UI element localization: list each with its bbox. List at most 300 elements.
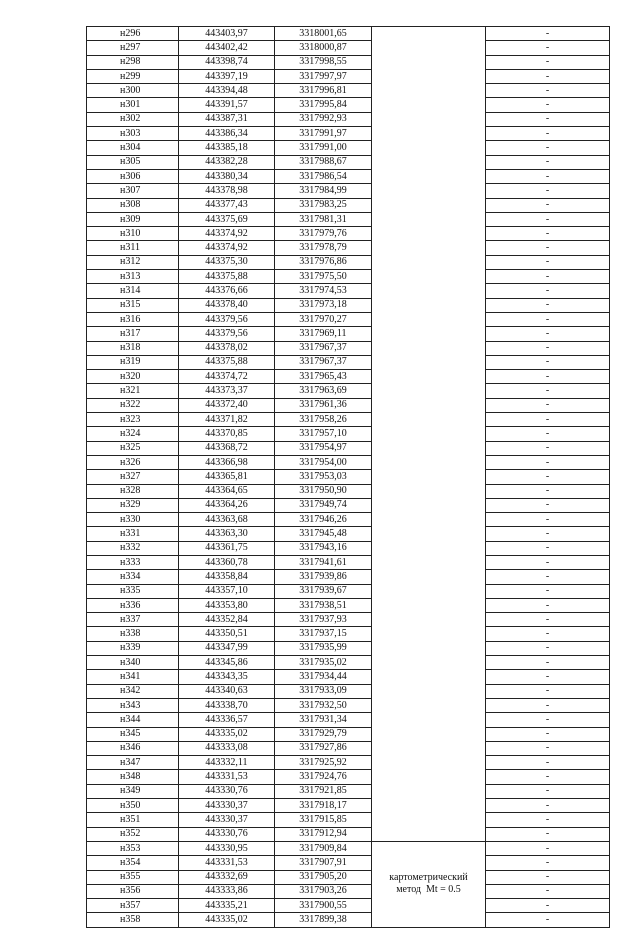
- table-row: [87, 184, 610, 198]
- y-coordinate-cell: 3317921,85: [275, 784, 372, 798]
- dash-cell: -: [486, 527, 610, 541]
- point-name-cell: н357: [87, 899, 179, 913]
- table-row: [87, 613, 610, 627]
- point-name-cell: н320: [87, 370, 179, 384]
- x-coordinate-cell: 443398,74: [179, 55, 275, 69]
- dash-cell: -: [486, 584, 610, 598]
- dash-cell: -: [486, 899, 610, 913]
- dash-cell: -: [486, 513, 610, 527]
- dash-cell: -: [486, 184, 610, 198]
- y-coordinate-cell: 3317927,86: [275, 741, 372, 755]
- y-coordinate-cell: 3317983,25: [275, 198, 372, 212]
- y-coordinate-cell: 3317912,94: [275, 827, 372, 841]
- y-coordinate-cell: 3317949,74: [275, 498, 372, 512]
- x-coordinate-cell: 443332,11: [179, 756, 275, 770]
- table-row: [87, 656, 610, 670]
- dash-cell: -: [486, 284, 610, 298]
- point-name-cell: н347: [87, 756, 179, 770]
- table-row: [87, 155, 610, 169]
- coordinates-table: [86, 26, 610, 928]
- point-name-cell: н352: [87, 827, 179, 841]
- point-name-cell: н346: [87, 741, 179, 755]
- table-row: [87, 427, 610, 441]
- point-name-cell: н348: [87, 770, 179, 784]
- dash-cell: -: [486, 212, 610, 226]
- x-coordinate-cell: 443374,92: [179, 241, 275, 255]
- point-name-cell: н341: [87, 670, 179, 684]
- table-row: [87, 355, 610, 369]
- y-coordinate-cell: 3317979,76: [275, 227, 372, 241]
- table-row: [87, 27, 610, 41]
- x-coordinate-cell: 443345,86: [179, 656, 275, 670]
- point-name-cell: н324: [87, 427, 179, 441]
- table-row: [87, 756, 610, 770]
- x-coordinate-cell: 443403,97: [179, 27, 275, 41]
- x-coordinate-cell: 443391,57: [179, 98, 275, 112]
- point-name-cell: н316: [87, 312, 179, 326]
- x-coordinate-cell: 443340,63: [179, 684, 275, 698]
- point-name-cell: н299: [87, 69, 179, 83]
- y-coordinate-cell: 3317954,97: [275, 441, 372, 455]
- y-coordinate-cell: 3317961,36: [275, 398, 372, 412]
- x-coordinate-cell: 443330,95: [179, 841, 275, 855]
- point-name-cell: н358: [87, 913, 179, 927]
- method-cell: [372, 841, 486, 927]
- table-row: [87, 827, 610, 841]
- x-coordinate-cell: 443331,53: [179, 856, 275, 870]
- table-row: [87, 541, 610, 555]
- dash-cell: -: [486, 684, 610, 698]
- point-name-cell: н355: [87, 870, 179, 884]
- point-name-cell: н323: [87, 413, 179, 427]
- y-coordinate-cell: 3317935,99: [275, 641, 372, 655]
- table-row: [87, 227, 610, 241]
- table-row: [87, 284, 610, 298]
- y-coordinate-cell: 3317941,61: [275, 555, 372, 569]
- table-row: [87, 698, 610, 712]
- point-name-cell: н356: [87, 884, 179, 898]
- dash-cell: -: [486, 498, 610, 512]
- point-name-cell: н329: [87, 498, 179, 512]
- dash-cell: -: [486, 255, 610, 269]
- x-coordinate-cell: 443335,02: [179, 913, 275, 927]
- dash-cell: -: [486, 627, 610, 641]
- x-coordinate-cell: 443364,65: [179, 484, 275, 498]
- dash-cell: -: [486, 384, 610, 398]
- x-coordinate-cell: 443379,56: [179, 327, 275, 341]
- point-name-cell: н298: [87, 55, 179, 69]
- dash-cell: -: [486, 84, 610, 98]
- dash-cell: -: [486, 713, 610, 727]
- dash-cell: -: [486, 455, 610, 469]
- point-name-cell: н315: [87, 298, 179, 312]
- x-coordinate-cell: 443335,02: [179, 727, 275, 741]
- y-coordinate-cell: 3317931,34: [275, 713, 372, 727]
- x-coordinate-cell: 443336,57: [179, 713, 275, 727]
- point-name-cell: н334: [87, 570, 179, 584]
- point-name-cell: н327: [87, 470, 179, 484]
- table-row: [87, 127, 610, 141]
- dash-cell: -: [486, 227, 610, 241]
- table-row: [87, 713, 610, 727]
- x-coordinate-cell: 443385,18: [179, 141, 275, 155]
- point-name-cell: н309: [87, 212, 179, 226]
- dash-cell: -: [486, 870, 610, 884]
- table-row: [87, 799, 610, 813]
- table-row: [87, 341, 610, 355]
- table-row: [87, 98, 610, 112]
- point-name-cell: н311: [87, 241, 179, 255]
- x-coordinate-cell: 443338,70: [179, 698, 275, 712]
- y-coordinate-cell: 3317909,84: [275, 841, 372, 855]
- point-name-cell: н325: [87, 441, 179, 455]
- point-name-cell: н321: [87, 384, 179, 398]
- y-coordinate-cell: 3317900,55: [275, 899, 372, 913]
- y-coordinate-cell: 3317976,86: [275, 255, 372, 269]
- table-row: [87, 870, 610, 884]
- point-name-cell: н350: [87, 799, 179, 813]
- y-coordinate-cell: 3317939,67: [275, 584, 372, 598]
- point-name-cell: н354: [87, 856, 179, 870]
- dash-cell: -: [486, 799, 610, 813]
- point-name-cell: н300: [87, 84, 179, 98]
- dash-cell: -: [486, 841, 610, 855]
- dash-cell: -: [486, 613, 610, 627]
- x-coordinate-cell: 443353,80: [179, 598, 275, 612]
- x-coordinate-cell: 443335,21: [179, 899, 275, 913]
- y-coordinate-cell: 3317991,97: [275, 127, 372, 141]
- y-coordinate-cell: 3317924,76: [275, 770, 372, 784]
- point-name-cell: н306: [87, 169, 179, 183]
- dash-cell: -: [486, 427, 610, 441]
- table-row: [87, 584, 610, 598]
- dash-cell: -: [486, 370, 610, 384]
- dash-cell: -: [486, 541, 610, 555]
- dash-cell: -: [486, 69, 610, 83]
- dash-cell: -: [486, 55, 610, 69]
- point-name-cell: н338: [87, 627, 179, 641]
- x-coordinate-cell: 443376,66: [179, 284, 275, 298]
- x-coordinate-cell: 443330,37: [179, 799, 275, 813]
- point-name-cell: н304: [87, 141, 179, 155]
- y-coordinate-cell: 3317925,92: [275, 756, 372, 770]
- x-coordinate-cell: 443333,08: [179, 741, 275, 755]
- x-coordinate-cell: 443330,76: [179, 784, 275, 798]
- x-coordinate-cell: 443368,72: [179, 441, 275, 455]
- x-coordinate-cell: 443373,37: [179, 384, 275, 398]
- table-row: [87, 298, 610, 312]
- table-row: [87, 670, 610, 684]
- point-name-cell: н342: [87, 684, 179, 698]
- y-coordinate-cell: 3317932,50: [275, 698, 372, 712]
- point-name-cell: н331: [87, 527, 179, 541]
- dash-cell: -: [486, 127, 610, 141]
- x-coordinate-cell: 443372,40: [179, 398, 275, 412]
- dash-cell: -: [486, 198, 610, 212]
- y-coordinate-cell: 3317934,44: [275, 670, 372, 684]
- y-coordinate-cell: 3317988,67: [275, 155, 372, 169]
- table-row: [87, 84, 610, 98]
- y-coordinate-cell: 3317937,93: [275, 613, 372, 627]
- point-name-cell: н307: [87, 184, 179, 198]
- point-name-cell: н351: [87, 813, 179, 827]
- dash-cell: -: [486, 598, 610, 612]
- point-name-cell: н297: [87, 41, 179, 55]
- y-coordinate-cell: 3317963,69: [275, 384, 372, 398]
- table-row: [87, 384, 610, 398]
- x-coordinate-cell: 443330,37: [179, 813, 275, 827]
- y-coordinate-cell: 3317953,03: [275, 470, 372, 484]
- point-name-cell: н332: [87, 541, 179, 555]
- x-coordinate-cell: 443397,19: [179, 69, 275, 83]
- y-coordinate-cell: 3317903,26: [275, 884, 372, 898]
- x-coordinate-cell: 443386,34: [179, 127, 275, 141]
- point-name-cell: н310: [87, 227, 179, 241]
- x-coordinate-cell: 443374,72: [179, 370, 275, 384]
- y-coordinate-cell: 3317957,10: [275, 427, 372, 441]
- x-coordinate-cell: 443382,28: [179, 155, 275, 169]
- point-name-cell: н296: [87, 27, 179, 41]
- point-name-cell: н314: [87, 284, 179, 298]
- point-name-cell: н335: [87, 584, 179, 598]
- dash-cell: -: [486, 784, 610, 798]
- x-coordinate-cell: 443360,78: [179, 555, 275, 569]
- dash-cell: -: [486, 155, 610, 169]
- table-row: [87, 241, 610, 255]
- dash-cell: -: [486, 670, 610, 684]
- table-row: [87, 627, 610, 641]
- x-coordinate-cell: 443375,69: [179, 212, 275, 226]
- point-name-cell: н345: [87, 727, 179, 741]
- dash-cell: -: [486, 756, 610, 770]
- y-coordinate-cell: 3317974,53: [275, 284, 372, 298]
- y-coordinate-cell: 3317967,37: [275, 341, 372, 355]
- table-row: [87, 899, 610, 913]
- point-name-cell: н343: [87, 698, 179, 712]
- y-coordinate-cell: 3317970,27: [275, 312, 372, 326]
- table-row: [87, 513, 610, 527]
- dash-cell: -: [486, 570, 610, 584]
- y-coordinate-cell: 3317937,15: [275, 627, 372, 641]
- point-name-cell: н303: [87, 127, 179, 141]
- x-coordinate-cell: 443330,76: [179, 827, 275, 841]
- method-line-2: метод Mt = 0.5: [396, 884, 461, 896]
- table-row: [87, 884, 610, 898]
- point-name-cell: н313: [87, 270, 179, 284]
- table-row: [87, 913, 610, 927]
- point-name-cell: н330: [87, 513, 179, 527]
- x-coordinate-cell: 443377,43: [179, 198, 275, 212]
- dash-cell: -: [486, 141, 610, 155]
- point-name-cell: н305: [87, 155, 179, 169]
- dash-cell: -: [486, 355, 610, 369]
- dash-cell: -: [486, 727, 610, 741]
- dash-cell: -: [486, 270, 610, 284]
- x-coordinate-cell: 443364,26: [179, 498, 275, 512]
- x-coordinate-cell: 443347,99: [179, 641, 275, 655]
- x-coordinate-cell: 443332,69: [179, 870, 275, 884]
- y-coordinate-cell: 3317950,90: [275, 484, 372, 498]
- point-name-cell: н308: [87, 198, 179, 212]
- point-name-cell: н353: [87, 841, 179, 855]
- x-coordinate-cell: 443378,98: [179, 184, 275, 198]
- point-name-cell: н326: [87, 455, 179, 469]
- y-coordinate-cell: 3317978,79: [275, 241, 372, 255]
- dash-cell: -: [486, 470, 610, 484]
- method-line-1: картометрический: [389, 872, 468, 884]
- y-coordinate-cell: 3317967,37: [275, 355, 372, 369]
- y-coordinate-cell: 3317954,00: [275, 455, 372, 469]
- y-coordinate-cell: 3317933,09: [275, 684, 372, 698]
- point-name-cell: н340: [87, 656, 179, 670]
- table-row: [87, 55, 610, 69]
- point-name-cell: н318: [87, 341, 179, 355]
- table-row: [87, 684, 610, 698]
- y-coordinate-cell: 3317975,50: [275, 270, 372, 284]
- table-row: [87, 41, 610, 55]
- table-row: [87, 312, 610, 326]
- y-coordinate-cell: 3317958,26: [275, 413, 372, 427]
- table-row: [87, 169, 610, 183]
- table-row: [87, 255, 610, 269]
- method-cell-empty: [372, 27, 486, 842]
- dash-cell: -: [486, 741, 610, 755]
- table-row: [87, 398, 610, 412]
- y-coordinate-cell: 3317938,51: [275, 598, 372, 612]
- table-row: [87, 727, 610, 741]
- dash-cell: -: [486, 656, 610, 670]
- x-coordinate-cell: 443357,10: [179, 584, 275, 598]
- x-coordinate-cell: 443394,48: [179, 84, 275, 98]
- y-coordinate-cell: 3317997,97: [275, 69, 372, 83]
- table-row: [87, 470, 610, 484]
- y-coordinate-cell: 3317984,99: [275, 184, 372, 198]
- table-row: [87, 141, 610, 155]
- x-coordinate-cell: 443363,30: [179, 527, 275, 541]
- dash-cell: -: [486, 555, 610, 569]
- point-name-cell: н337: [87, 613, 179, 627]
- dash-cell: -: [486, 298, 610, 312]
- point-name-cell: н333: [87, 555, 179, 569]
- y-coordinate-cell: 3317899,38: [275, 913, 372, 927]
- y-coordinate-cell: 3317996,81: [275, 84, 372, 98]
- table-row: [87, 370, 610, 384]
- table-row: [87, 527, 610, 541]
- y-coordinate-cell: 3317946,26: [275, 513, 372, 527]
- table-row: [87, 327, 610, 341]
- table-row: [87, 112, 610, 126]
- table-row: [87, 570, 610, 584]
- dash-cell: -: [486, 312, 610, 326]
- table-row: [87, 198, 610, 212]
- table-row: [87, 784, 610, 798]
- y-coordinate-cell: 3317905,20: [275, 870, 372, 884]
- table-row: [87, 770, 610, 784]
- y-coordinate-cell: 3317973,18: [275, 298, 372, 312]
- x-coordinate-cell: 443366,98: [179, 455, 275, 469]
- dash-cell: -: [486, 484, 610, 498]
- x-coordinate-cell: 443352,84: [179, 613, 275, 627]
- y-coordinate-cell: 3317943,16: [275, 541, 372, 555]
- dash-cell: -: [486, 327, 610, 341]
- y-coordinate-cell: 3317929,79: [275, 727, 372, 741]
- y-coordinate-cell: 3317915,85: [275, 813, 372, 827]
- dash-cell: -: [486, 341, 610, 355]
- dash-cell: -: [486, 913, 610, 927]
- y-coordinate-cell: 3317935,02: [275, 656, 372, 670]
- x-coordinate-cell: 443402,42: [179, 41, 275, 55]
- y-coordinate-cell: 3317991,00: [275, 141, 372, 155]
- dash-cell: -: [486, 27, 610, 41]
- dash-cell: -: [486, 112, 610, 126]
- y-coordinate-cell: 3317918,17: [275, 799, 372, 813]
- x-coordinate-cell: 443380,34: [179, 169, 275, 183]
- dash-cell: -: [486, 884, 610, 898]
- point-name-cell: н322: [87, 398, 179, 412]
- point-name-cell: н344: [87, 713, 179, 727]
- table-row: [87, 813, 610, 827]
- point-name-cell: н328: [87, 484, 179, 498]
- dash-cell: -: [486, 413, 610, 427]
- point-name-cell: н301: [87, 98, 179, 112]
- table-row: [87, 555, 610, 569]
- dash-cell: -: [486, 641, 610, 655]
- table-row: [87, 484, 610, 498]
- table-row: [87, 741, 610, 755]
- y-coordinate-cell: 3317969,11: [275, 327, 372, 341]
- table-row: [87, 841, 610, 855]
- table-row: [87, 856, 610, 870]
- table-row: [87, 641, 610, 655]
- y-coordinate-cell: 3317907,91: [275, 856, 372, 870]
- coordinates-table-body: [87, 27, 610, 928]
- dash-cell: -: [486, 770, 610, 784]
- x-coordinate-cell: 443331,53: [179, 770, 275, 784]
- x-coordinate-cell: 443333,86: [179, 884, 275, 898]
- point-name-cell: н336: [87, 598, 179, 612]
- dash-cell: -: [486, 698, 610, 712]
- table-row: [87, 598, 610, 612]
- x-coordinate-cell: 443358,84: [179, 570, 275, 584]
- dash-cell: -: [486, 169, 610, 183]
- point-name-cell: н317: [87, 327, 179, 341]
- dash-cell: -: [486, 856, 610, 870]
- point-name-cell: н312: [87, 255, 179, 269]
- dash-cell: -: [486, 398, 610, 412]
- x-coordinate-cell: 443363,68: [179, 513, 275, 527]
- x-coordinate-cell: 443378,40: [179, 298, 275, 312]
- y-coordinate-cell: 3317992,93: [275, 112, 372, 126]
- table-row: [87, 413, 610, 427]
- point-name-cell: н302: [87, 112, 179, 126]
- dash-cell: -: [486, 813, 610, 827]
- y-coordinate-cell: 3317965,43: [275, 370, 372, 384]
- table-row: [87, 69, 610, 83]
- dash-cell: -: [486, 41, 610, 55]
- x-coordinate-cell: 443350,51: [179, 627, 275, 641]
- x-coordinate-cell: 443375,88: [179, 355, 275, 369]
- table-row: [87, 455, 610, 469]
- dash-cell: -: [486, 441, 610, 455]
- point-name-cell: н319: [87, 355, 179, 369]
- x-coordinate-cell: 443378,02: [179, 341, 275, 355]
- x-coordinate-cell: 443379,56: [179, 312, 275, 326]
- y-coordinate-cell: 3318001,65: [275, 27, 372, 41]
- x-coordinate-cell: 443387,31: [179, 112, 275, 126]
- dash-cell: -: [486, 827, 610, 841]
- x-coordinate-cell: 443365,81: [179, 470, 275, 484]
- y-coordinate-cell: 3317986,54: [275, 169, 372, 183]
